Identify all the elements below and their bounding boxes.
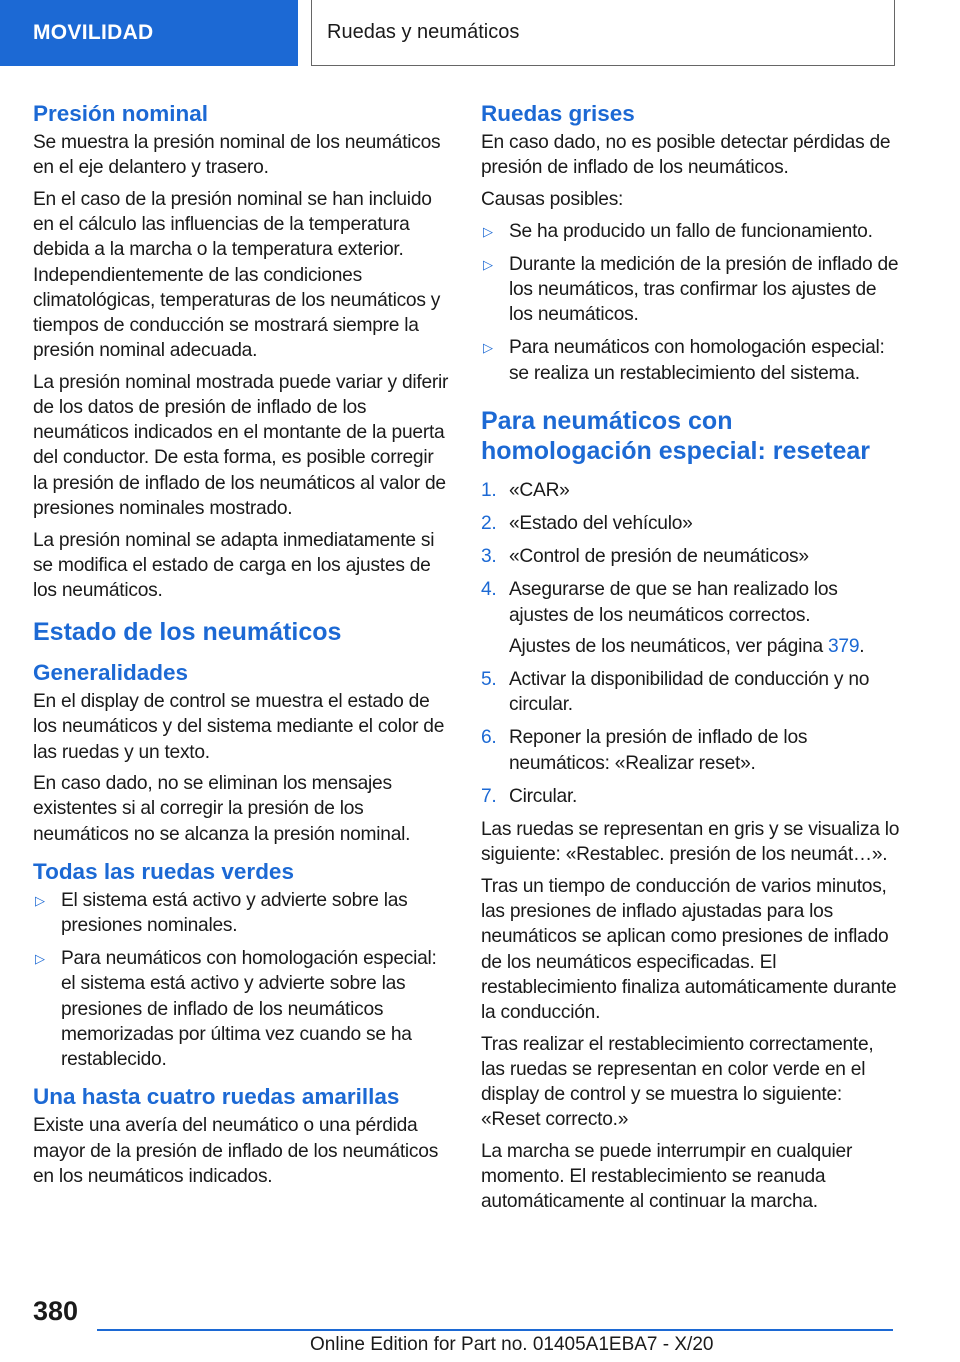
left-column: [33, 100, 451, 1195]
heading-resetear: Para neumáticos con homologación especial: resetear: [481, 406, 871, 465]
triangle-right-outline-icon: ▷: [483, 340, 493, 356]
cross-reference: Ajustes de los neumáticos, ver página 379.: [509, 635, 865, 657]
step-item: 5. Activar la disponibilidad de conducción y no circular.: [481, 669, 870, 716]
list-item: ▷ Se ha producido un fallo de funcionamiento.: [481, 219, 901, 244]
chapter-title: Ruedas y neumáticos: [311, 0, 895, 66]
step-number: 5.: [481, 669, 497, 691]
paragraph: Se muestra la presión nominal de los neumáticos en el eje delantero y trasero.: [33, 132, 441, 179]
heading-presion-nominal: Presión nominal: [33, 101, 209, 126]
step-number: 2.: [481, 513, 497, 535]
step-item: 6. Reponer la presión de inflado de los neumáticos: «Realizar reset».: [481, 727, 808, 774]
step-item: 1. «CAR»: [481, 478, 901, 503]
paragraph: La marcha se puede interrumpir en cualquier momento. El restablecimiento se reanuda automáticamente al continuar la marcha.: [481, 1141, 853, 1213]
triangle-right-outline-icon: ▷: [483, 256, 493, 272]
step-item: 7. Circular.: [481, 784, 901, 809]
paragraph: Las ruedas se representan en gris y se visualiza lo siguiente: «Restablec. presión de los neumát…».: [481, 819, 900, 866]
list-item: ▷ Para neumáticos con homologación especial: el sistema está activo y advierte sobre las presiones de inflado de los neumáticos memorizadas por última vez cuando se ha restablecido.: [35, 948, 437, 1071]
right-column: [481, 100, 901, 1221]
heading-ruedas-grises: Ruedas grises: [481, 101, 635, 126]
heading-ruedas-verdes: Todas las ruedas verdes: [33, 858, 294, 884]
paragraph: Tras un tiempo de conducción de varios minutos, las presiones de inflado ajustadas para los neumáticos se aplican como presiones de inflado de los neumáticos especificadas. El restablecimiento finaliza automáticamente durante la conducción.: [481, 875, 897, 1023]
paragraph: Existe una avería del neumático o una pérdida mayor de la presión de inflado de los neumáticos en los neumáticos indicados.: [33, 1115, 439, 1187]
step-number: 4.: [481, 579, 497, 601]
paragraph: En caso dado, no es posible detectar pérdidas de presión de inflado de los neumáticos.: [481, 132, 891, 179]
numbered-steps: [481, 478, 901, 809]
footer-divider: [97, 1329, 893, 1331]
step-number: 3.: [481, 546, 497, 568]
step-number: 1.: [481, 479, 497, 501]
list-item: ▷ Para neumáticos con homologación especial: se realiza un restablecimiento del sistema.: [483, 337, 885, 384]
triangle-right-outline-icon: ▷: [35, 892, 45, 908]
triangle-right-outline-icon: ▷: [35, 951, 45, 967]
step-item: 3. «Control de presión de neumáticos»: [481, 544, 901, 569]
footer-edition: Online Edition for Part no. 01405A1EBA7 - X/20: [310, 1334, 714, 1355]
bullet-list-causas: [481, 219, 901, 386]
paragraph: En caso dado, no se eliminan los mensajes existentes si al corregir la presión de los neumáticos no se alcanza la presión nominal.: [33, 773, 411, 845]
page-number: 380: [33, 1296, 79, 1326]
list-item: ▷ Durante la medición de la presión de inflado de los neumáticos, tras confirmar los ajustes de los neumáticos.: [483, 253, 899, 326]
triangle-right-outline-icon: ▷: [483, 223, 493, 239]
page-link[interactable]: 379: [828, 635, 860, 657]
bullet-list-verdes: [33, 888, 451, 1072]
heading-ruedas-amarillas: Una hasta cuatro ruedas amarillas: [33, 1084, 400, 1110]
paragraph: En el display de control se muestra el estado de los neumáticos y del sistema mediante el color de las ruedas y un texto.: [33, 691, 445, 763]
step-item: 2. «Estado del vehículo»: [481, 511, 901, 536]
step-number: 6.: [481, 727, 497, 749]
paragraph: Tras realizar el restablecimiento correctamente, las ruedas se representan en color verde en el display de control y se muestra lo siguiente: «Reset correcto.»: [481, 1033, 874, 1131]
paragraph: Causas posibles:: [481, 188, 624, 210]
paragraph: La presión nominal mostrada puede variar y diferir de los datos de presión de inflado de los neumáticos indicados en el montante de la puerta del conductor. De esta forma, es posible corregir la presión de inflado de los neumáticos al valor de presiones nominales mostrado.: [33, 371, 449, 519]
heading-estado-neumaticos: Estado de los neumáticos: [33, 618, 342, 647]
section-tab: MOVILIDAD: [0, 0, 298, 66]
step-item: 4. Asegurarse de que se han realizado los ajustes de los neumáticos correctos. Ajustes de los neumáticos, ver página 379.: [481, 577, 901, 659]
step-number: 7.: [481, 785, 497, 807]
heading-generalidades: Generalidades: [33, 660, 189, 686]
page-header: [0, 0, 960, 66]
paragraph: La presión nominal se adapta inmediatamente si se modifica el estado de carga en los ajustes de los neumáticos.: [33, 529, 435, 601]
list-item: ▷ El sistema está activo y advierte sobre las presiones nominales.: [35, 889, 408, 937]
paragraph: En el caso de la presión nominal se han incluido en el cálculo las influencias de la temperatura debida a la marcha o la temperatura exterior. Independientemente de las condiciones climatológicas, temperaturas de los neumáticos y tiempos de conducción se mostrará siempre la presión nominal adecuada.: [33, 188, 441, 362]
